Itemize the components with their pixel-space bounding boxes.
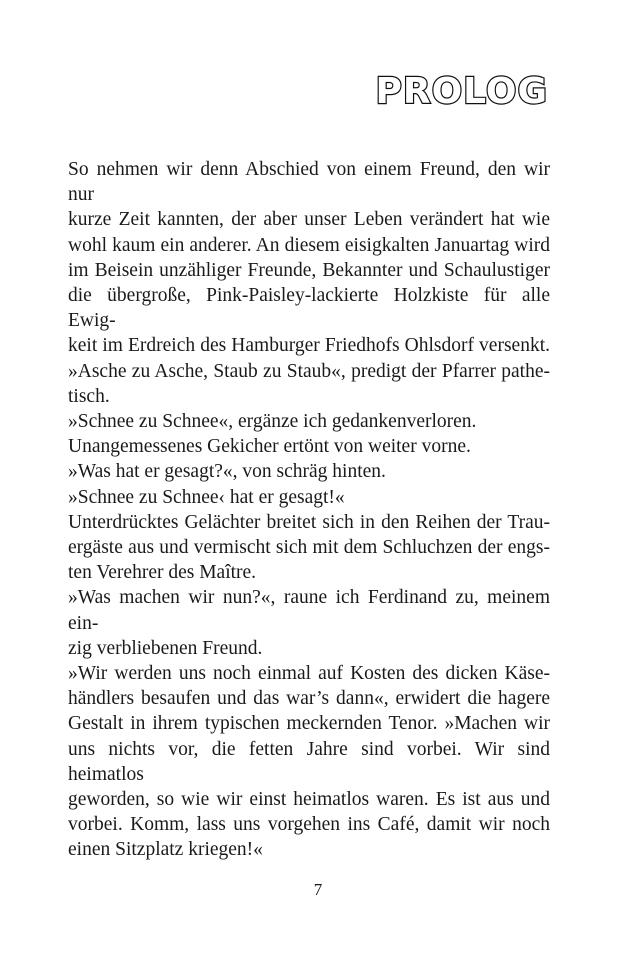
text-line: geworden, so wie wir einst heimatlos waren. Es ist aus und (68, 789, 550, 811)
text-line: kurze Zeit kannten, der aber unser Leben verändert hat wie (68, 209, 550, 231)
text-line: »Schnee zu Schnee«, ergänze ich gedankenverloren. (68, 411, 477, 433)
text-line: händlers besaufen und das war’s dann«, erwidert die hagere (68, 688, 550, 710)
body-text (68, 157, 550, 863)
text-line: »Wir werden uns noch einmal auf Kosten des dicken Käse- (68, 663, 550, 685)
text-line: »Schnee zu Schnee‹ hat er gesagt!« (68, 486, 345, 508)
text-line: »Asche zu Asche, Staub zu Staub«, predigt der Pfarrer pathe- (68, 360, 550, 382)
text-line: »Was machen wir nun?«, raune ich Ferdinand zu, meinem ein- (68, 587, 550, 634)
text-line: zig verbliebenen Freund. (68, 637, 263, 659)
text-line: die übergroße, Pink-Paisley-lackierte Holzkiste für alle Ewig- (68, 285, 550, 332)
text-line: tisch. (68, 385, 110, 407)
text-line: »Was hat er gesagt?«, von schräg hinten. (68, 461, 386, 483)
text-line: einen Sitzplatz kriegen!« (68, 839, 263, 861)
text-line: im Beisein unzähliger Freunde, Bekannter und Schaulustiger (68, 259, 550, 281)
text-line: wohl kaum ein anderer. An diesem eisigkalten Januartag wird (68, 234, 550, 256)
text-line: ten Verehrer des Maître. (68, 562, 257, 584)
text-line: Unangemessenes Gekicher ertönt von weiter vorne. (68, 436, 471, 458)
chapter-title: PROLOG (375, 71, 548, 112)
text-line: uns nichts vor, die fetten Jahre sind vorbei. Wir sind heimatlos (68, 738, 550, 785)
text-line: Unterdrücktes Gelächter breitet sich in den Reihen der Trau- (68, 511, 550, 533)
page-number: 7 (313, 880, 323, 899)
text-line: ergäste aus und vermischt sich mit dem Schluchzen der engs- (68, 537, 550, 559)
text-line: So nehmen wir denn Abschied von einem Freund, den wir nur (68, 159, 550, 206)
text-line: vorbei. Komm, lass uns vorgehen ins Café, damit wir noch (68, 814, 550, 836)
text-line: keit im Erdreich des Hamburger Friedhofs Ohlsdorf versenkt. (68, 335, 550, 357)
text-line: Gestalt in ihrem typischen meckernden Tenor. »Machen wir (68, 713, 550, 735)
